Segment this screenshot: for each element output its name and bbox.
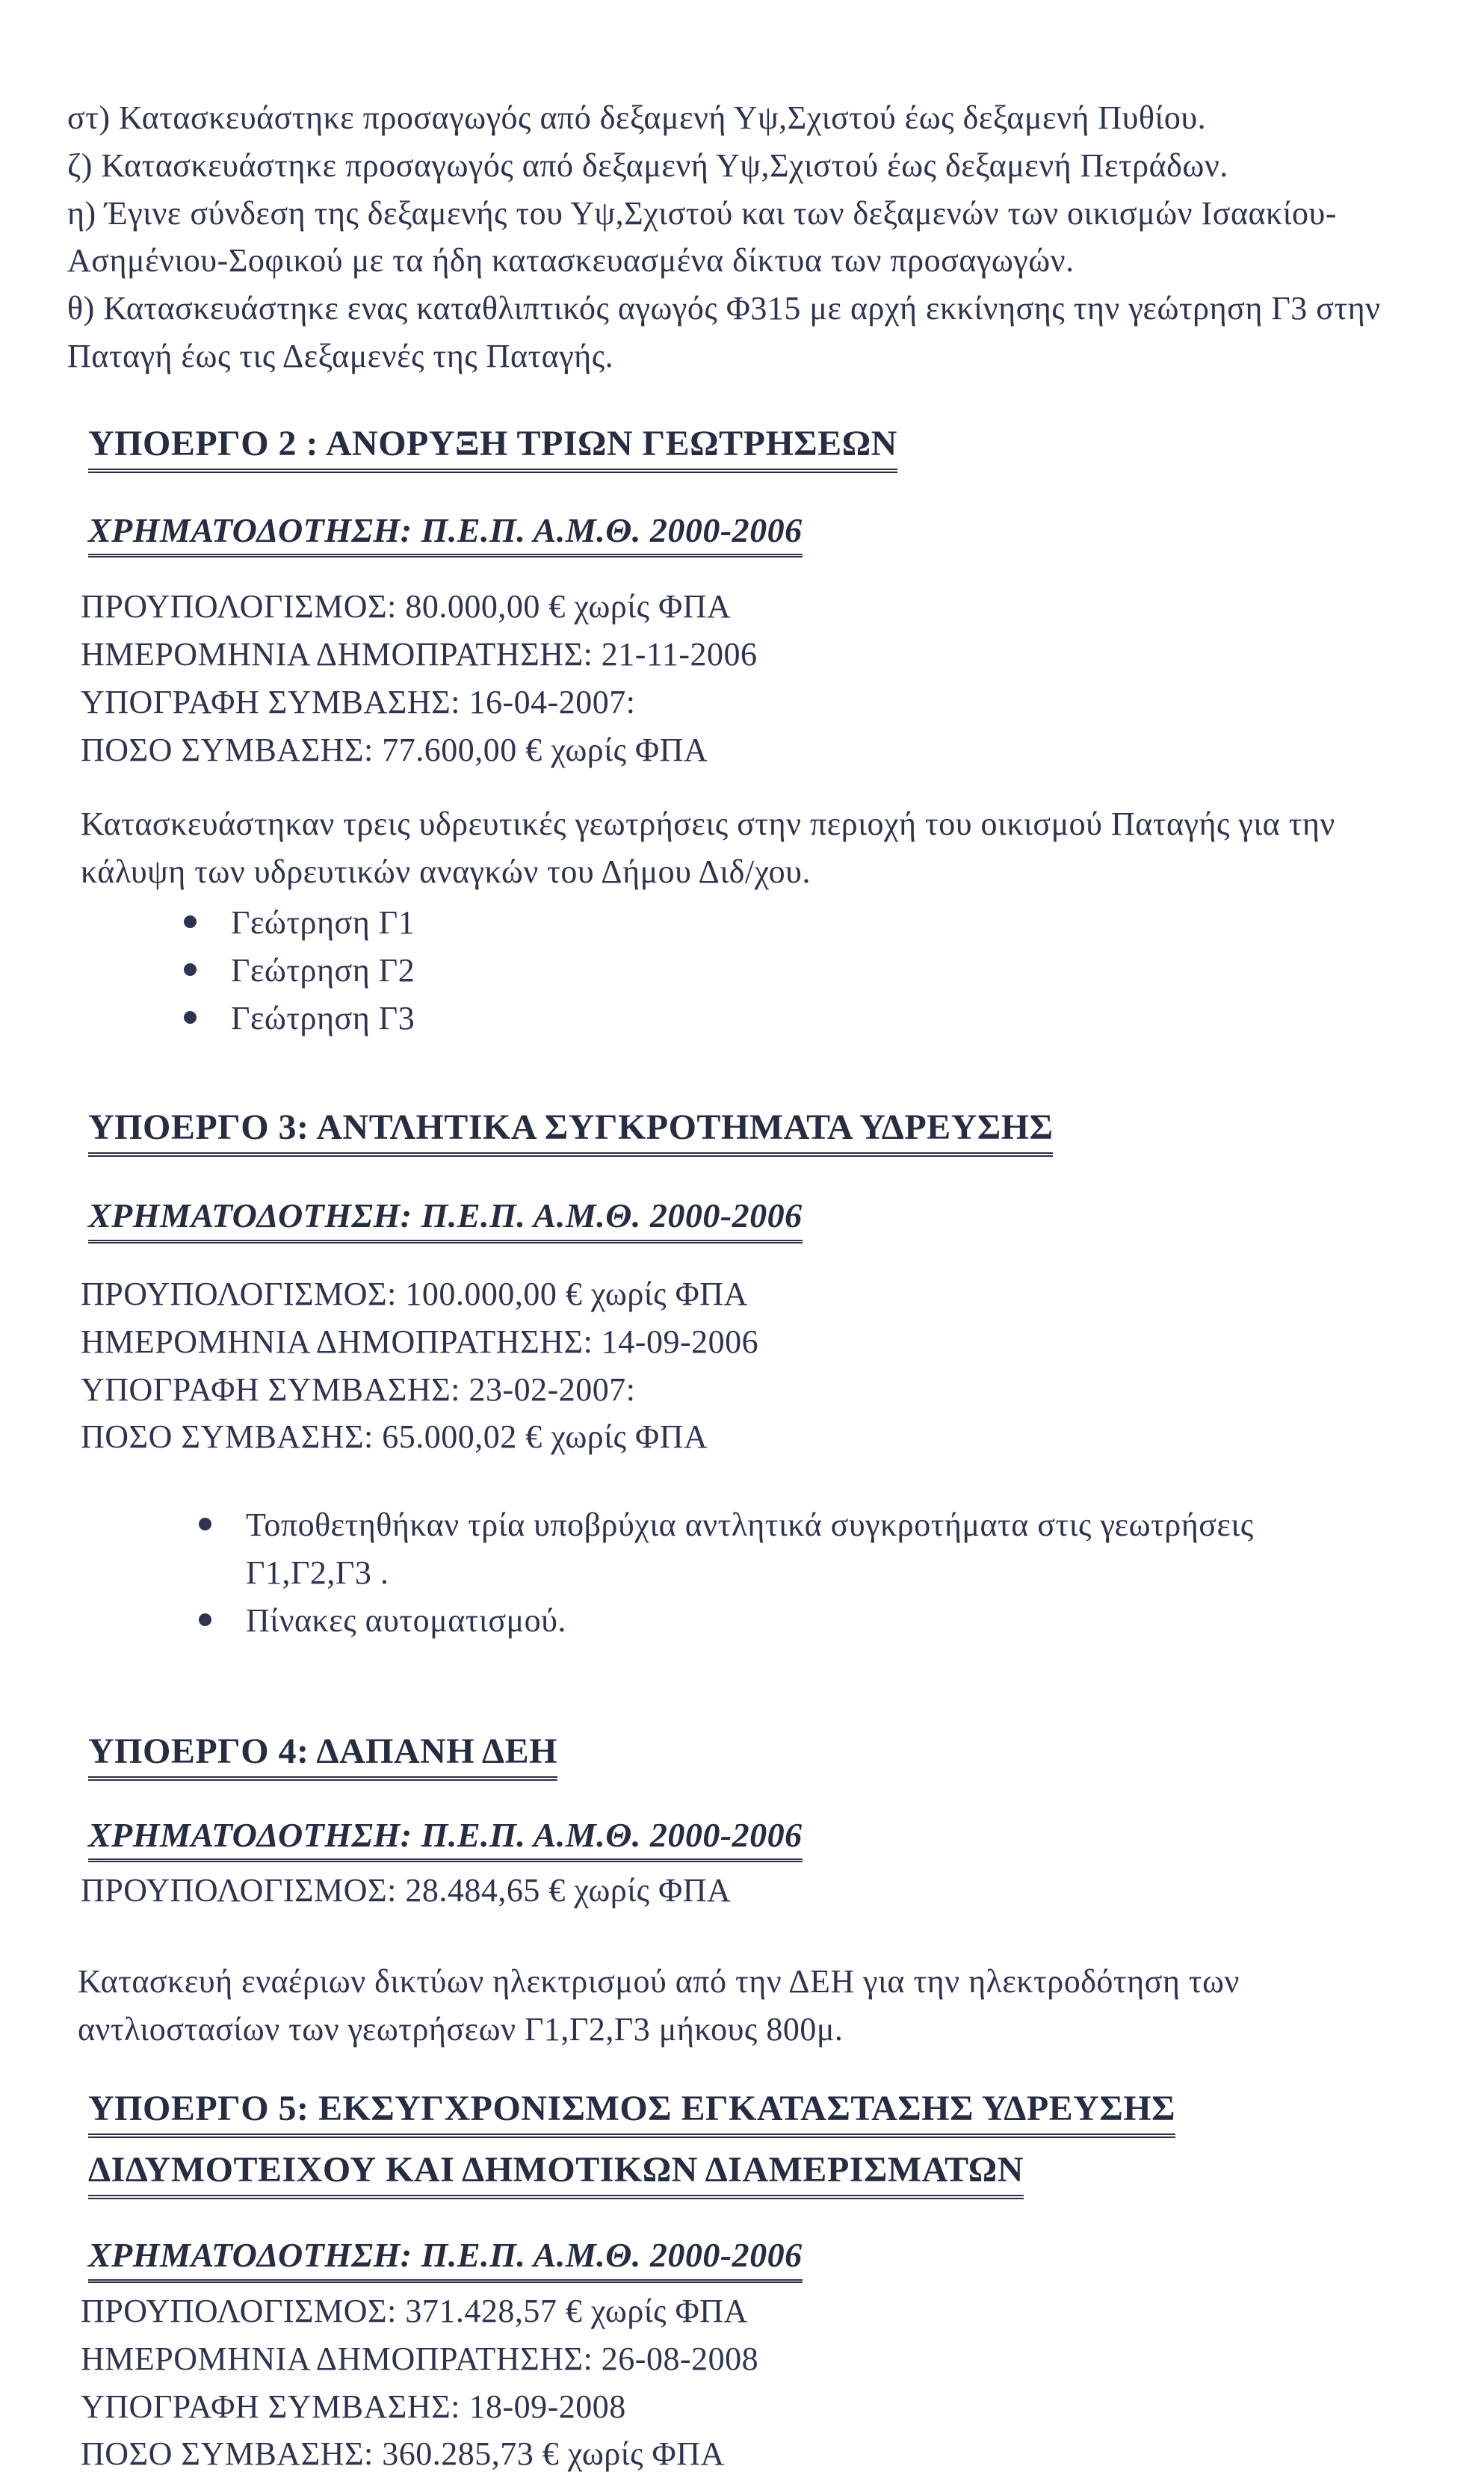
subproject-2-bullet-list — [184, 899, 1421, 1042]
bullet-label: Γεώτρηση Γ3 — [231, 999, 415, 1036]
subproject-5-funding: ΧΡΗΜΑΤΟΔΟΤΗΣΗ: Π.Ε.Π. Α.Μ.Θ. 2000-2006 — [88, 2234, 803, 2283]
bullet-icon — [199, 1518, 211, 1530]
bullet-icon — [184, 915, 197, 928]
bullet-label: Πίνακες αυτοματισμού. — [246, 1601, 566, 1639]
list-item — [184, 947, 1421, 995]
subproject-3-funding: ΧΡΗΜΑΤΟΔΟΤΗΣΗ: Π.Ε.Π. Α.Μ.Θ. 2000-2006 — [88, 1194, 803, 1243]
subproject-2-budget: ΠΡΟΥΠΟΛΟΓΙΣΜΟΣ: 80.000,00 € χωρίς ΦΠΑ — [81, 588, 732, 625]
bullet-label: Τοποθετηθήκαν τρία υποβρύχια αντλητικά συγκροτήματα στις γεωτρήσεις Γ1,Γ2,Γ3 . — [246, 1507, 1254, 1591]
bullet-icon — [184, 1011, 197, 1024]
subproject-4-funding: ΧΡΗΜΑΤΟΔΟΤΗΣΗ: Π.Ε.Π. Α.Μ.Θ. 2000-2006 — [88, 1814, 803, 1863]
section-subproject-4 — [78, 1728, 1421, 2054]
subproject-2-details — [81, 583, 1421, 773]
subproject-3-bullet-list — [199, 1501, 1421, 1644]
list-item — [199, 1501, 1421, 1597]
subproject-2-contract-signing: ΥΠΟΓΡΑΦΗ ΣΥΜΒΑΣΗΣ: 16-04-2007: — [81, 683, 636, 720]
subproject-5-title-line-1: ΥΠΟΕΡΓΟ 5: ΕΚΣΥΓΧΡΟΝΙΣΜΟΣ ΕΓΚΑΤΑΣΤΑΣΗΣ ΥΔΡΕΥΣΗΣ — [88, 2086, 1175, 2138]
list-item — [184, 899, 1421, 947]
intro-item-z: ζ) Κατασκευάστηκε προσαγωγός από δεξαμενή Υψ,Σχιστού έως δεξαμενή Πετράδων. — [67, 146, 1228, 184]
subproject-5-title-row-2 — [88, 2147, 1421, 2199]
subproject-3-title-row — [88, 1104, 1421, 1157]
subproject-2-funding-row — [88, 507, 1421, 558]
subproject-4-title-row — [88, 1728, 1421, 1781]
section-subproject-2 — [81, 421, 1421, 1042]
subproject-2-contract-amount: ΠΟΣΟ ΣΥΜΒΑΣΗΣ: 77.600,00 € χωρίς ΦΠΑ — [81, 731, 708, 768]
subproject-4-details — [81, 1867, 1421, 1915]
intro-item-st: στ) Κατασκευάστηκε προσαγωγός από δεξαμενή Υψ,Σχιστού έως δεξαμενή Πυθίου. — [67, 99, 1207, 136]
intro-paragraphs — [67, 94, 1421, 380]
subproject-5-contract-signing: ΥΠΟΓΡΑΦΗ ΣΥΜΒΑΣΗΣ: 18-09-2008 — [81, 2388, 626, 2425]
subproject-3-budget: ΠΡΟΥΠΟΛΟΓΙΣΜΟΣ: 100.000,00 € χωρίς ΦΠΑ — [81, 1275, 748, 1312]
subproject-2-title: ΥΠΟΕΡΓΟ 2 : ΑΝΟΡΥΞΗ ΤΡΙΩΝ ΓΕΩΤΡΗΣΕΩΝ — [88, 421, 897, 473]
bullet-icon — [199, 1613, 211, 1626]
bullet-label: Γεώτρηση Γ2 — [231, 951, 415, 989]
bullet-label: Γεώτρηση Γ1 — [231, 904, 415, 942]
subproject-5-title-row-1 — [88, 2086, 1421, 2138]
subproject-3-funding-row — [88, 1193, 1421, 1243]
subproject-4-title: ΥΠΟΕΡΓΟ 4: ΔΑΠΑΝΗ ΔΕΗ — [88, 1729, 557, 1781]
subproject-3-contract-signing: ΥΠΟΓΡΑΦΗ ΣΥΜΒΑΣΗΣ: 23-02-2007: — [81, 1371, 636, 1408]
intro-item-th: θ) Κατασκευάστηκε ενας καταθλιπτικός αγωγός Φ315 με αρχή εκκίνησης την γεώτρηση Γ3 στην Παταγή έως τις Δεξαμενές της Παταγής. — [67, 290, 1381, 374]
subproject-3-tender-date: ΗΜΕΡΟΜΗΝΙΑ ΔΗΜΟΠΡΑΤΗΣΗΣ: 14-09-2006 — [81, 1323, 759, 1360]
subproject-5-tender-date: ΗΜΕΡΟΜΗΝΙΑ ΔΗΜΟΠΡΑΤΗΣΗΣ: 26-08-2008 — [81, 2340, 759, 2377]
subproject-5-details — [81, 2287, 1421, 2478]
subproject-4-funding-row — [88, 1812, 1421, 1863]
list-item — [199, 1597, 1421, 1645]
list-item — [184, 995, 1421, 1042]
subproject-5-title-line-2: ΔΙΔΥΜΟΤΕΙΧΟΥ ΚΑΙ ΔΗΜΟΤΙΚΩΝ ΔΙΑΜΕΡΙΣΜΑΤΩΝ — [88, 2148, 1024, 2199]
subproject-3-contract-amount: ΠΟΣΟ ΣΥΜΒΑΣΗΣ: 65.000,02 € χωρίς ΦΠΑ — [81, 1418, 708, 1456]
section-subproject-5 — [81, 2086, 1421, 2478]
bullet-icon — [184, 963, 197, 976]
section-subproject-3 — [81, 1104, 1421, 1644]
subproject-2-title-row — [88, 421, 1421, 473]
subproject-5-contract-amount: ΠΟΣΟ ΣΥΜΒΑΣΗΣ: 360.285,73 € χωρίς ΦΠΑ — [81, 2435, 725, 2473]
subproject-2-paragraph: Κατασκευάστηκαν τρεις υδρευτικές γεωτρήσεις στην περιοχή του οικισμού Παταγής για την κάλυψη των υδρευτικών αναγκών του Δήμου Διδ/χου. — [81, 806, 1335, 891]
subproject-5-budget: ΠΡΟΥΠΟΛΟΓΙΣΜΟΣ: 371.428,57 € χωρίς ΦΠΑ — [81, 2292, 748, 2329]
subproject-3-details — [81, 1270, 1421, 1461]
subproject-4-budget: ΠΡΟΥΠΟΛΟΓΙΣΜΟΣ: 28.484,65 € χωρίς ΦΠΑ — [81, 1872, 732, 1909]
intro-item-h: η) Έγινε σύνδεση της δεξαμενής του Υψ,Σχιστού και των δεξαμενών των οικισμών Ισαακίου-Ασημένιου-Σοφικού με τα ήδη κατασκευασμένα δίκτυα των προσαγωγών. — [67, 194, 1337, 279]
subproject-4-paragraph: Κατασκευή εναέριων δικτύων ηλεκτρισμού από την ΔΕΗ για την ηλεκτροδότηση των αντλιοστασίων των γεωτρήσεων Γ1,Γ2,Γ3 μήκους 800μ. — [78, 1962, 1240, 2048]
subproject-2-tender-date: ΗΜΕΡΟΜΗΝΙΑ ΔΗΜΟΠΡΑΤΗΣΗΣ: 21-11-2006 — [81, 636, 758, 673]
subproject-2-funding: ΧΡΗΜΑΤΟΔΟΤΗΣΗ: Π.Ε.Π. Α.Μ.Θ. 2000-2006 — [88, 509, 803, 558]
subproject-5-funding-row — [88, 2232, 1421, 2283]
subproject-3-title: ΥΠΟΕΡΓΟ 3: ΑΝΤΛΗΤΙΚΑ ΣΥΓΚΡΟΤΗΜΑΤΑ ΥΔΡΕΥΣΗΣ — [88, 1105, 1053, 1157]
